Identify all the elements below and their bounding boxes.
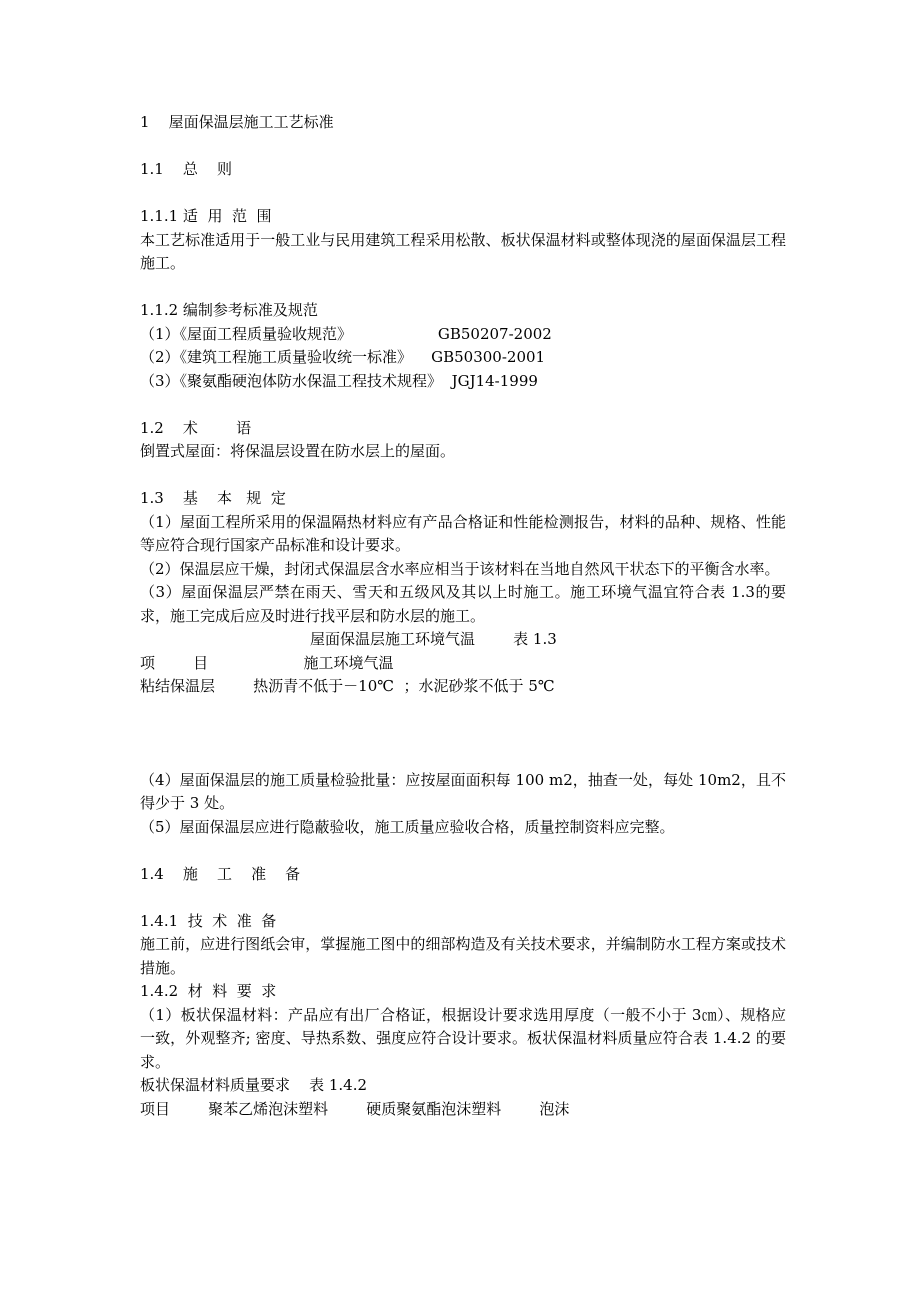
section-1-1-heading: 1.1 总 则 (140, 160, 232, 178)
rule-paragraph-5: （5）屋面保温层应进行隐蔽验收，施工质量应验收合格，质量控制资料应完整。 (140, 817, 675, 836)
table-1-3-header: 项 目 施工环境气温 (140, 653, 394, 672)
table-1-4-2-caption: 板状保温材料质量要求 表 1.4.2 (140, 1076, 368, 1094)
table-1-3-caption: 屋面保温层施工环境气温 表 1.3 (310, 630, 557, 648)
rule-paragraph-3: （3）屋面保温层严禁在雨天、雪天和五级风及其以上时施工。施工环境气温宜符合表 1.3的要求，施工完成后应及时进行找平层和防水层的施工。 (140, 583, 786, 625)
rule-paragraph-4: （4）屋面保温层的施工质量检验批量：应按屋面面积每 100 m2，抽查一处，每处 10m2，且不得少于 3 处。 (140, 770, 786, 812)
table-1-3-row: 粘结保温层 热沥青不低于－10℃ ；水泥砂浆不低于 5℃ (140, 677, 555, 695)
document-page (140, 111, 786, 1121)
document-title: 1 屋面保温层施工工艺标准 (140, 113, 334, 131)
section-1-2-heading: 1.2 术 语 (140, 418, 252, 437)
terminology-paragraph: 倒置式屋面：将保温层设置在防水层上的屋面。 (140, 442, 456, 460)
section-1-1-1-heading: 1.1.1 适 用 范 围 (140, 207, 272, 225)
section-1-4-heading: 1.4 施 工 准 备 (140, 864, 301, 883)
scope-paragraph: 本工艺标准适用于一般工业与民用建筑工程采用松散、板状保温材料或整体现浇的屋面保温层工程施工。 (140, 230, 786, 272)
reference-item-3: （3）《聚氨酯硬泡体防水保温工程技术规程》 JGJ14-1999 (140, 371, 538, 390)
section-1-4-1-heading: 1.4.1 技 术 准 备 (140, 911, 277, 930)
section-1-1-2-heading: 1.1.2 编制参考标准及规范 (140, 301, 318, 319)
section-1-3-heading: 1.3 基 本 规 定 (140, 489, 286, 507)
section-1-4-2-heading: 1.4.2 材 料 要 求 (140, 982, 277, 1000)
technical-prep-paragraph: 施工前，应进行图纸会审，掌握施工图中的细部构造及有关技术要求，并编制防水工程方案或技术措施。 (140, 935, 786, 977)
material-paragraph: （1）板状保温材料：产品应有出厂合格证，根据设计要求选用厚度（一般不小于 3㎝）、规格应一致，外观整齐; 密度、导热系数、强度应符合设计要求。板状保温材料质量应符合表 1.4.2 的要求。 (140, 1005, 786, 1071)
rule-paragraph-1: （1）屋面工程所采用的保温隔热材料应有产品合格证和性能检测报告，材料的品种、规格、性能等应符合现行国家产品标准和设计要求。 (140, 512, 786, 554)
reference-item-2: （2）《建筑工程施工质量验收统一标准》 GB50300-2001 (140, 348, 546, 366)
reference-item-1: （1）《屋面工程质量验收规范》 GB50207-2002 (140, 324, 552, 343)
rule-paragraph-2: （2）保温层应干燥，封闭式保温层含水率应相当于该材料在当地自然风干状态下的平衡含水率。 (140, 559, 780, 578)
table-1-4-2-header: 项目 聚苯乙烯泡沫塑料 硬质聚氨酯泡沫塑料 泡沫 (140, 1099, 570, 1118)
